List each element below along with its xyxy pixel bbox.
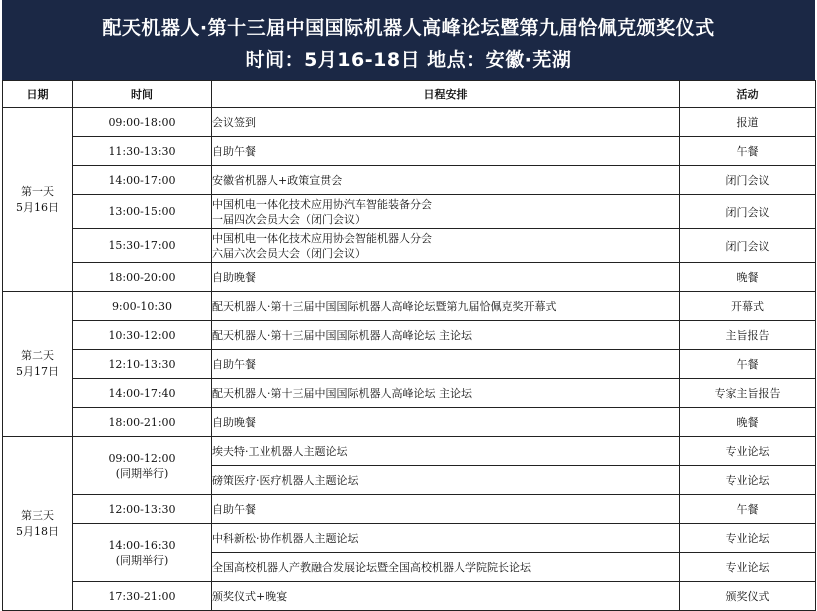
time-cell: 12:10-13:30: [73, 350, 212, 379]
time-cell: 9:00-10:30: [73, 292, 212, 321]
agenda-cell: 全国高校机器人产教融合发展论坛暨全国高校机器人学院院长论坛: [212, 553, 680, 582]
activity-cell: 闭门会议: [680, 229, 816, 263]
agenda-line: 六届六次会员大会（闭门会议）: [212, 246, 366, 260]
agenda-cell: 自助午餐: [212, 495, 680, 524]
agenda-cell: 配天机器人·第十三届中国国际机器人高峰论坛 主论坛: [212, 379, 680, 408]
time-range: 09:00-12:00: [108, 451, 176, 465]
table-row: [3, 108, 816, 137]
time-cell: 11:30-13:30: [73, 137, 212, 166]
agenda-cell: 自助晚餐: [212, 408, 680, 437]
schedule-table: [2, 80, 816, 611]
col-header-activity: 活动: [680, 81, 816, 108]
activity-cell: 午餐: [680, 137, 816, 166]
agenda-cell: 配天机器人·第十三届中国国际机器人高峰论坛暨第九届恰佩克奖开幕式: [212, 292, 680, 321]
header-row: [3, 81, 816, 108]
table-row: [3, 524, 816, 553]
activity-cell: 午餐: [680, 350, 816, 379]
activity-cell: 开幕式: [680, 292, 816, 321]
time-note: (同期举行): [115, 553, 169, 567]
day-date: 5月18日: [16, 524, 59, 538]
activity-cell: 颁奖仪式: [680, 582, 816, 611]
agenda-cell: [212, 195, 680, 229]
table-row: [3, 292, 816, 321]
agenda-cell: [212, 229, 680, 263]
day-cell: [3, 292, 73, 437]
table-row: [3, 195, 816, 229]
agenda-line: 一届四次会员大会（闭门会议）: [212, 212, 366, 226]
day-label: 第二天: [21, 349, 54, 362]
table-row: [3, 379, 816, 408]
activity-cell: 晚餐: [680, 263, 816, 292]
agenda-cell: 自助午餐: [212, 350, 680, 379]
time-cell: 14:00-17:40: [73, 379, 212, 408]
agenda-cell: 埃夫特·工业机器人主题论坛: [212, 437, 680, 466]
agenda-cell: 颁奖仪式+晚宴: [212, 582, 680, 611]
agenda-cell: 安徽省机器人+政策宣贯会: [212, 166, 680, 195]
time-note: (同期举行): [115, 466, 169, 480]
table-row: [3, 582, 816, 611]
col-header-date: 日期: [3, 81, 73, 108]
agenda-cell: 会议签到: [212, 108, 680, 137]
day-date: 5月16日: [16, 200, 59, 214]
activity-cell: 闭门会议: [680, 195, 816, 229]
day-cell: [3, 108, 73, 292]
time-cell: [73, 524, 212, 582]
page-title: 配天机器人·第十三届中国国际机器人高峰论坛暨第九届恰佩克颁奖仪式: [102, 17, 715, 39]
day-label: 第三天: [21, 508, 54, 522]
agenda-cell: 自助晚餐: [212, 263, 680, 292]
activity-cell: 专业论坛: [680, 437, 816, 466]
col-header-time: 时间: [73, 81, 212, 108]
activity-cell: 午餐: [680, 495, 816, 524]
time-cell: 12:00-13:30: [73, 495, 212, 524]
table-row: [3, 263, 816, 292]
table-row: [3, 137, 816, 166]
agenda-line: 中国机电一体化技术应用协汽车智能装备分会: [212, 197, 432, 211]
table-row: [3, 229, 816, 263]
time-cell: 09:00-18:00: [73, 108, 212, 137]
activity-cell: 主旨报告: [680, 321, 816, 350]
table-row: [3, 166, 816, 195]
time-cell: 14:00-17:00: [73, 166, 212, 195]
activity-cell: 闭门会议: [680, 166, 816, 195]
table-row: [3, 350, 816, 379]
header-banner: [2, 0, 815, 80]
activity-cell: 专家主旨报告: [680, 379, 816, 408]
time-cell: 18:00-20:00: [73, 263, 212, 292]
activity-cell: 专业论坛: [680, 553, 816, 582]
time-cell: 10:30-12:00: [73, 321, 212, 350]
agenda-line: 中国机电一体化技术应用协会智能机器人分会: [212, 231, 432, 245]
time-cell: 17:30-21:00: [73, 582, 212, 611]
col-header-agenda: 日程安排: [212, 81, 680, 108]
table-row: [3, 408, 816, 437]
activity-cell: 专业论坛: [680, 524, 816, 553]
activity-cell: 晚餐: [680, 408, 816, 437]
time-cell: 13:00-15:00: [73, 195, 212, 229]
time-range: 14:00-16:30: [108, 538, 176, 552]
time-cell: 15:30-17:00: [73, 229, 212, 263]
event-time-location: 时间：5月16-18日 地点：安徽·芜湖: [245, 49, 572, 71]
activity-cell: 专业论坛: [680, 466, 816, 495]
activity-cell: 报道: [680, 108, 816, 137]
table-row: [3, 321, 816, 350]
agenda-cell: 自助午餐: [212, 137, 680, 166]
day-cell: [3, 437, 73, 611]
table-row: [3, 495, 816, 524]
time-cell: [73, 437, 212, 495]
table-row: [3, 437, 816, 466]
time-cell: 18:00-21:00: [73, 408, 212, 437]
day-date: 5月17日: [16, 365, 59, 378]
agenda-cell: 磅策医疗·医疗机器人主题论坛: [212, 466, 680, 495]
day-label: 第一天: [21, 184, 54, 198]
agenda-cell: 配天机器人·第十三届中国国际机器人高峰论坛 主论坛: [212, 321, 680, 350]
agenda-cell: 中科新松·协作机器人主题论坛: [212, 524, 680, 553]
